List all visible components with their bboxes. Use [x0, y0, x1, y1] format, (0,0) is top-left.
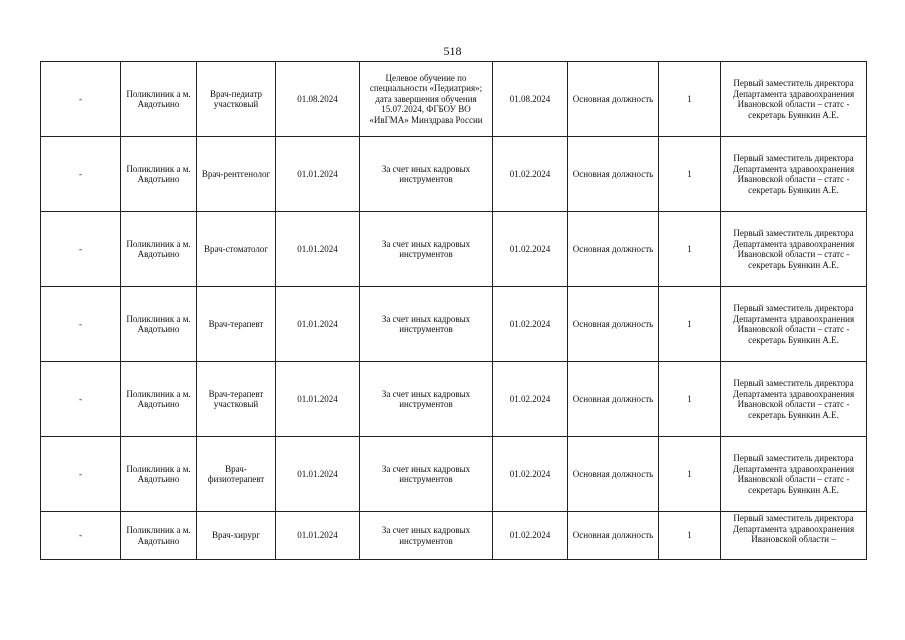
cell-clinic: Поликлиник а м. Авдотьино [121, 212, 197, 287]
cell-count: 1 [659, 287, 721, 362]
cell-number: - [41, 212, 121, 287]
cell-job-type: Основная должность [568, 212, 659, 287]
cell-job-type: Основная должность [568, 437, 659, 512]
cell-responsible: Первый заместитель директора Департамента здравоохранения Ивановской области – статс - секретарь Буянкин А.Е. [721, 137, 867, 212]
cell-clinic: Поликлиник а м. Авдотьино [121, 437, 197, 512]
cell-date-end: 01.02.2024 [493, 512, 568, 560]
table-row [41, 62, 867, 137]
table-row [41, 437, 867, 512]
cell-count: 1 [659, 512, 721, 560]
table-row [41, 212, 867, 287]
cell-count: 1 [659, 212, 721, 287]
cell-number: - [41, 362, 121, 437]
cell-position: Врач-физиотерапевт [197, 437, 276, 512]
cell-job-type: Основная должность [568, 137, 659, 212]
cell-number: - [41, 62, 121, 137]
cell-job-type: Основная должность [568, 287, 659, 362]
cell-date-end: 01.02.2024 [493, 287, 568, 362]
cell-number: - [41, 287, 121, 362]
cell-position: Врач-терапевт участковый [197, 362, 276, 437]
cell-responsible: Первый заместитель директора Департамента здравоохранения Ивановской области – статс - секретарь Буянкин А.Е. [721, 212, 867, 287]
table-row [41, 287, 867, 362]
cell-responsible: Первый заместитель директора Департамента здравоохранения Ивановской области – статс - секретарь Буянкин А.Е. [721, 287, 867, 362]
cell-responsible-truncated [721, 512, 867, 560]
cell-date-start: 01.01.2024 [276, 512, 360, 560]
cell-responsible: Первый заместитель директора Департамента здравоохранения Ивановской области – статс - секретарь Буянкин А.Е. [721, 362, 867, 437]
cell-count: 1 [659, 437, 721, 512]
cell-position: Врач-хирург [197, 512, 276, 560]
cell-source: За счет иных кадровых инструментов [360, 137, 493, 212]
cell-date-start: 01.08.2024 [276, 62, 360, 137]
cell-date-end: 01.02.2024 [493, 137, 568, 212]
cell-source: За счет иных кадровых инструментов [360, 212, 493, 287]
cell-source: Целевое обучение по специальности «Педиатрия»; дата завершения обучения 15.07.2024, ФГБОУ ВО «ИвГМА» Минздрава России [360, 62, 493, 137]
cell-source: За счет иных кадровых инструментов [360, 287, 493, 362]
page-number: 518 [443, 44, 462, 58]
table-row [41, 137, 867, 212]
cell-number: - [41, 512, 121, 560]
cell-source: За счет иных кадровых инструментов [360, 512, 493, 560]
cell-position: Врач-педиатр участковый [197, 62, 276, 137]
cell-count: 1 [659, 137, 721, 212]
cell-clinic: Поликлиник а м. Авдотьино [121, 137, 197, 212]
cell-position: Врач-терапевт [197, 287, 276, 362]
cell-count: 1 [659, 362, 721, 437]
cell-date-start: 01.01.2024 [276, 437, 360, 512]
cell-source: За счет иных кадровых инструментов [360, 362, 493, 437]
cell-responsible: Первый заместитель директора Департамента здравоохранения Ивановской области – статс - секретарь Буянкин А.Е. [721, 62, 867, 137]
cell-number: - [41, 137, 121, 212]
cell-clinic: Поликлиник а м. Авдотьино [121, 512, 197, 560]
cell-clinic: Поликлиник а м. Авдотьино [121, 62, 197, 137]
cell-job-type: Основная должность [568, 62, 659, 137]
table-row [41, 512, 867, 560]
cell-count: 1 [659, 62, 721, 137]
cell-date-end: 01.02.2024 [493, 437, 568, 512]
vacancies-table [40, 61, 867, 560]
cell-position: Врач-рентгенолог [197, 137, 276, 212]
cell-source: За счет иных кадровых инструментов [360, 437, 493, 512]
cell-number: - [41, 437, 121, 512]
cell-date-start: 01.01.2024 [276, 137, 360, 212]
cell-date-start: 01.01.2024 [276, 362, 360, 437]
cell-job-type: Основная должность [568, 362, 659, 437]
cell-position: Врач-стоматолог [197, 212, 276, 287]
table-row [41, 362, 867, 437]
cell-date-end: 01.08.2024 [493, 62, 568, 137]
cell-date-start: 01.01.2024 [276, 287, 360, 362]
cell-job-type: Основная должность [568, 512, 659, 560]
cell-clinic: Поликлиник а м. Авдотьино [121, 362, 197, 437]
cell-date-end: 01.02.2024 [493, 212, 568, 287]
cell-date-start: 01.01.2024 [276, 212, 360, 287]
cell-date-end: 01.02.2024 [493, 362, 568, 437]
cell-responsible: Первый заместитель директора Департамента здравоохранения Ивановской области – статс - секретарь Буянкин А.Е. [721, 437, 867, 512]
cell-clinic: Поликлиник а м. Авдотьино [121, 287, 197, 362]
cell-responsible: Первый заместитель директора Департамента здравоохранения Ивановской области – [732, 513, 855, 544]
